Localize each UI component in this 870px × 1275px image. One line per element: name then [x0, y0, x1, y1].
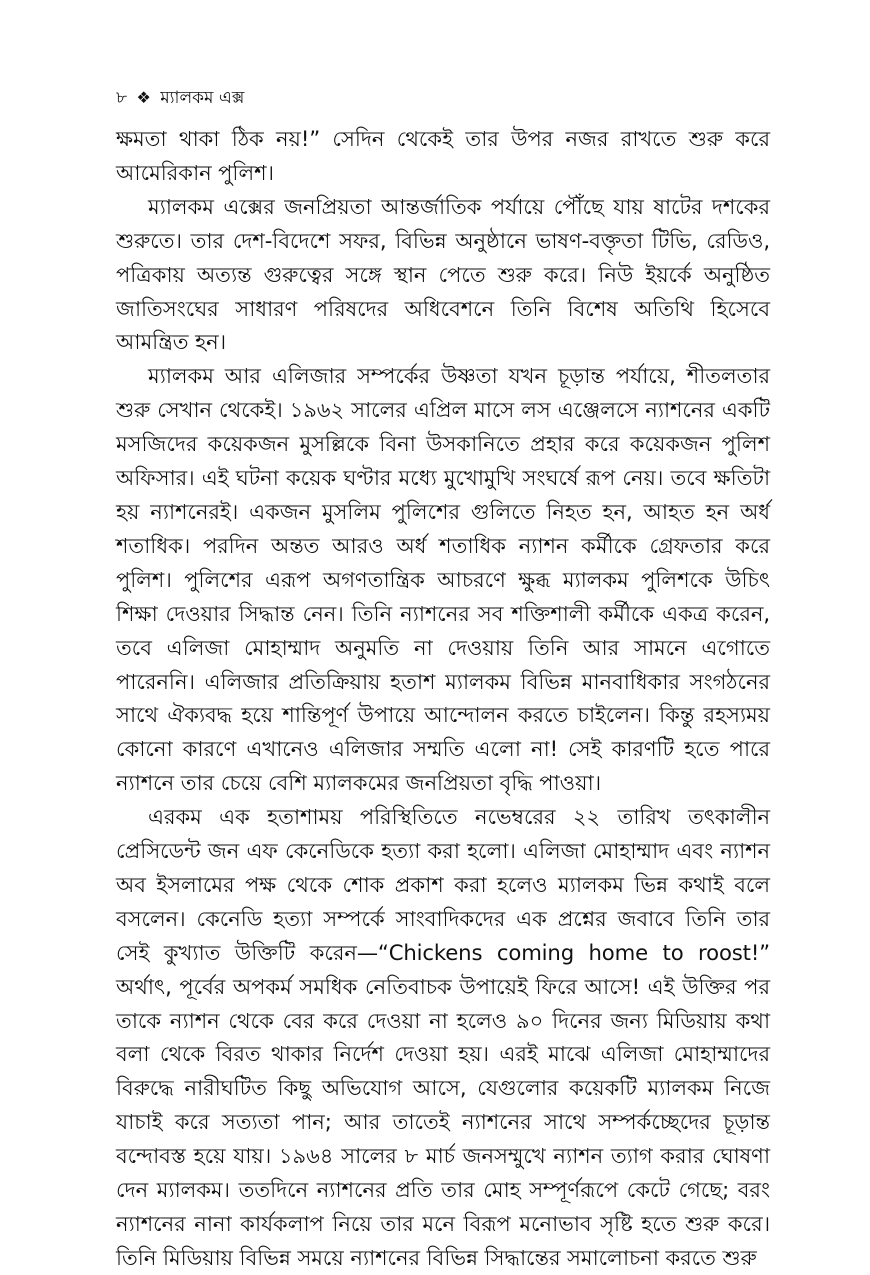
- paragraph: এরকম এক হতাশাময় পরিস্থিতিতে নভেম্বরের ২২ তারিখ তৎকালীন প্রেসিডেন্ট জন এফ কেনেডিকে হত্যা করা হলো। এলিজা মোহাম্মাদ এবং ন্যাশন অব ইসলামের পক্ষ থেকে শোক প্রকাশ করা হলেও ম্যালকম ভিন্ন কথাই বলে বসলেন। কেনেডি হত্যা সম্পর্কে সাংবাদিকদের এক প্রশ্নের জবাবে তিনি তার সেই কুখ্যাত উক্তিটি করেন—“Chickens coming home to roost!” অর্থাৎ, পূর্বের অপকর্ম সমধিক নেতিবাচক উপায়েই ফিরে আসে! এই উক্তির পর তাকে ন্যাশন থেকে বের করে দেওয়া না হলেও ৯০ দিনের জন্য মিডিয়ায় কথা বলা থেকে বিরত থাকার নির্দেশ দেওয়া হয়। এরই মাঝে এলিজা মোহাম্মাদের বিরুদ্ধে নারীঘটিত কিছু অভিযোগ আসে, যেগুলোর কয়েকটি ম্যালকম নিজে যাচাই করে সত্যতা পান; আর তাতেই ন্যাশনের সাথে সম্পর্কচ্ছেদের চূড়ান্ত বন্দোবস্ত হয়ে যায়। ১৯৬৪ সালের ৮ মার্চ জনসম্মুখে ন্যাশন ত্যাগ করার ঘোষণা দেন ম্যালকম। ততদিনে ন্যাশনের প্রতি তার মোহ সম্পূর্ণরূপে কেটে গেছে; বরং ন্যাশনের নানা কার্যকলাপ নিয়ে তার মনে বিরূপ মনোভাব সৃষ্টি হতে শুরু করে। তিনি মিডিয়ায় বিভিন্ন সময়ে ন্যাশনের বিভিন্ন সিদ্ধান্তের সমালোচনা করতে শুরু: [116, 804, 770, 1270]
- book-title: ম্যালকম এক্স: [160, 88, 245, 108]
- paragraph: ম্যালকম আর এলিজার সম্পর্কের উষ্ণতা যখন চূড়ান্ত পর্যায়ে, শীতলতার শুরু সেখান থেকেই। ১৯৬২ সালের এপ্রিল মাসে লস এঞ্জেলসে ন্যাশনের একটি মসজিদের কয়েকজন মুসল্লিকে বিনা উসকানিতে প্রহার করে কয়েকজন পুলিশ অফিসার। এই ঘটনা কয়েক ঘণ্টার মধ্যে মুখোমুখি সংঘর্ষে রূপ নেয়। তবে ক্ষতিটা হয় ন্যাশনেরই। একজন মুসলিম পুলিশের গুলিতে নিহত হন, আহত হন অর্ধ শতাধিক। পরদিন অন্তত আরও অর্ধ শতাধিক ন্যাশন কর্মীকে গ্রেফতার করে পুলিশ। পুলিশের এরূপ অগণতান্ত্রিক আচরণে ক্ষুব্ধ ম্যালকম পুলিশকে উচিৎ শিক্ষা দেওয়ার সিদ্ধান্ত নেন। তিনি ন্যাশনের সব শক্তিশালী কর্মীকে একত্র করেন, তবে এলিজা মোহাম্মাদ অনুমতি না দেওয়ায় তিনি আর সামনে এগোতে পারেননি। এলিজার প্রতিক্রিয়ায় হতাশ ম্যালকম বিভিন্ন মানবাধিকার সংগঠনের সাথে ঐক্যবদ্ধ হয়ে শান্তিপূর্ণ উপায়ে আন্দোলন করতে চাইলেন। কিন্তু রহস্যময় কোনো কারণে এখানেও এলিজার সম্মতি এলো না! সেই কারণটি হতে পারে ন্যাশনে তার চেয়ে বেশি ম্যালকমের জনপ্রিয়তা বৃদ্ধি পাওয়া।: [116, 363, 770, 796]
- page-number: ৮: [116, 88, 128, 108]
- paragraph: ম্যালকম এক্সের জনপ্রিয়তা আন্তর্জাতিক পর্যায়ে পৌঁছে যায় ষাটের দশকের শুরুতে। তার দেশ-বিদেশে সফর, বিভিন্ন অনুষ্ঠানে ভাষণ-বক্তৃতা টিভি, রেডিও, পত্রিকায় অত্যন্ত গুরুত্বের সঙ্গে স্থান পেতে শুরু করে। নিউ ইয়র্কে অনুষ্ঠিত জাতিসংঘের সাধারণ পরিষদের অধিবেশনে তিনি বিশেষ অতিথি হিসেবে আমন্ত্রিত হন।: [116, 193, 770, 355]
- running-header: [116, 86, 244, 110]
- diamond-ornament-icon: ❖: [136, 88, 151, 107]
- paragraph-continuation: ক্ষমতা থাকা ঠিক নয়!” সেদিন থেকেই তার উপর নজর রাখতে শুরু করে আমেরিকান পুলিশ।: [116, 126, 770, 185]
- body-text: [116, 122, 770, 1275]
